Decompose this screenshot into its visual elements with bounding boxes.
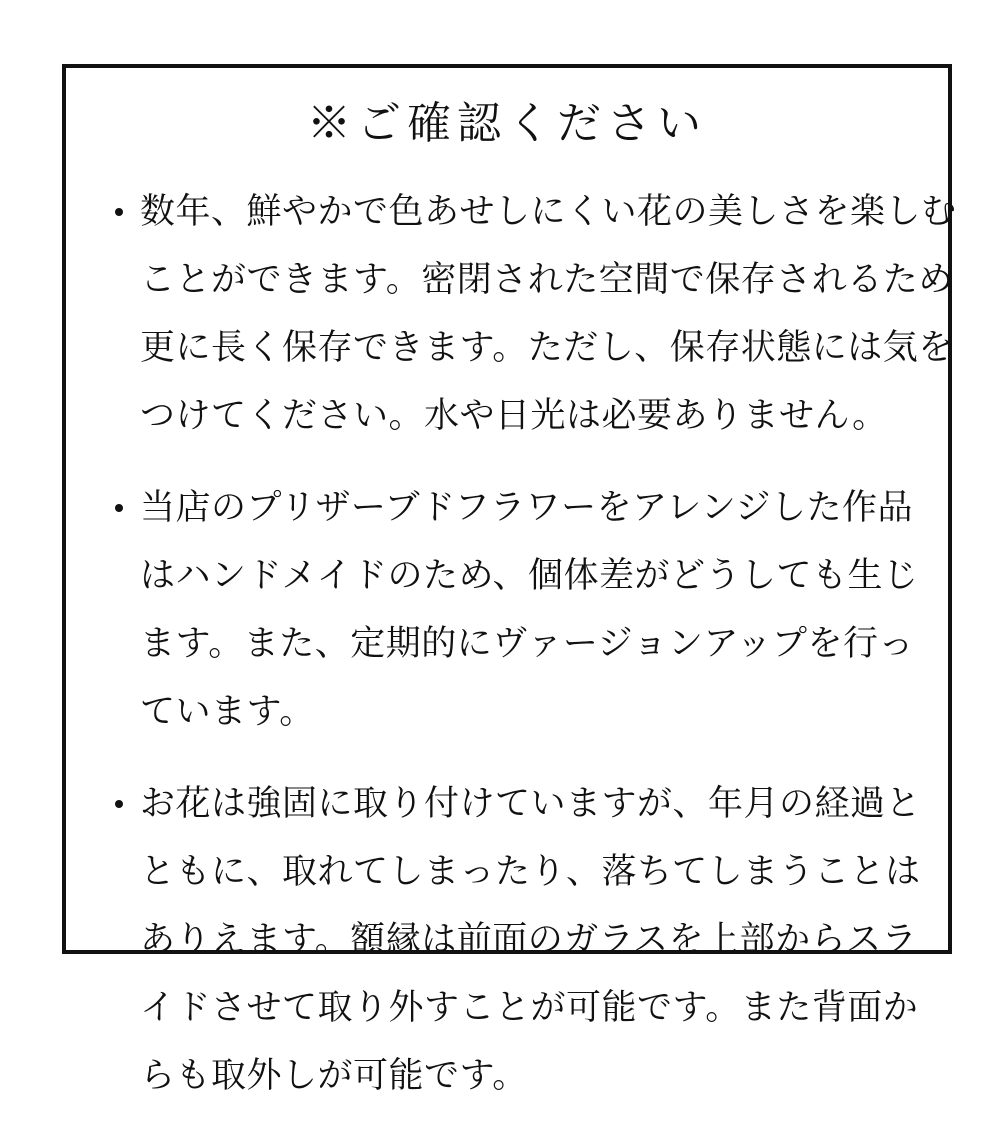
notice-item-line: ありえます。額縁は前面のガラスを上部からスラ <box>140 920 918 960</box>
notice-item-line: 更に長く保存できます。ただし、保存状態には気を <box>140 328 954 368</box>
notice-item-3 <box>112 770 922 1110</box>
notice-item-line: 当店のプリザーブドフラワーをアレンジした作品 <box>140 488 913 528</box>
notice-title: ※ご確認ください <box>307 98 707 149</box>
bullet-icon <box>115 800 123 808</box>
notice-box <box>62 64 957 1096</box>
notice-list <box>112 178 957 1134</box>
notice-item-line: ます。また、定期的にヴァージョンアップを行っ <box>140 624 915 664</box>
notice-item-2 <box>112 474 919 746</box>
notice-item-line: つけてください。水や日光は必要ありません。 <box>140 396 888 436</box>
notice-item-line: らも取外しが可能です。 <box>140 1056 528 1096</box>
bullet-icon <box>115 504 123 512</box>
notice-item-line: はハンドメイドのため、個体差がどうしても生じ <box>140 556 919 596</box>
notice-item-1 <box>112 178 957 450</box>
notice-item-line: ています。 <box>140 692 315 732</box>
bullet-icon <box>115 208 123 216</box>
notice-item-line: 数年、鮮やかで色あせしにくい花の美しさを楽しむ <box>140 192 957 232</box>
notice-item-line: ともに、取れてしまったり、落ちてしまうことは <box>140 852 921 892</box>
notice-item-line: お花は強固に取り付けていますが、年月の経過と <box>140 784 922 824</box>
notice-item-line: イドさせて取り外すことが可能です。また背面か <box>140 988 919 1028</box>
notice-item-line: ことができます。密閉された空間で保存されるため <box>140 260 954 300</box>
